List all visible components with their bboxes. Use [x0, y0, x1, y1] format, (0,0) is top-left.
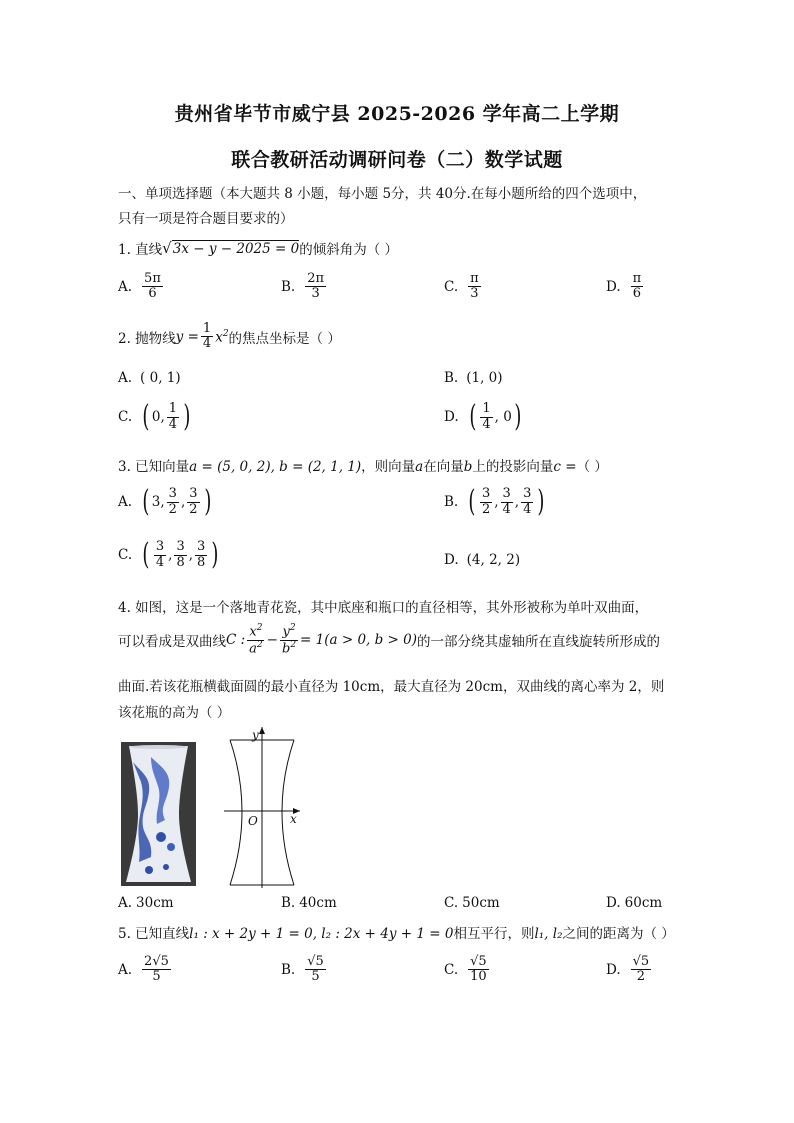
q3-text: 上的投影向量 [472, 459, 554, 475]
question-4-line2 [118, 624, 660, 656]
q4-equation: = 1(a > 0, b > 0) [300, 632, 418, 649]
vase-image [121, 742, 196, 886]
option-label: C. [118, 547, 133, 563]
right-paren-icon: ) [514, 399, 522, 434]
option-label: B. [281, 961, 296, 978]
denominator: 4 [202, 336, 212, 352]
denominator: 4 [523, 501, 532, 517]
option-label: A. [118, 278, 133, 295]
q3-option-c[interactable] [118, 537, 221, 572]
q1-option-c[interactable] [444, 272, 483, 302]
q5-lines: l₁, l₂ [534, 926, 563, 942]
q3-text: ，则向量 [361, 459, 416, 475]
fraction [631, 955, 652, 985]
minus-sign: − [266, 632, 278, 649]
q3-vector-b: b [463, 459, 473, 475]
q5-expression: l₁ : x + 2y + 1 = 0, l₂ : 2x + 4y + 1 = 0 [189, 926, 454, 942]
option-text: (4, 2, 2) [466, 552, 521, 568]
left-paren-icon: ( [142, 484, 150, 519]
section-heading-line2: 只有一项是符合题目要求的） [118, 211, 294, 227]
q1-expression [162, 239, 299, 257]
comma: , [188, 547, 194, 563]
numerator: 3 [481, 486, 491, 502]
numerator: $x^2$ [249, 623, 263, 640]
numerator: 5π [144, 271, 161, 286]
option-text: (1, 0) [466, 370, 503, 386]
comma: , [514, 494, 520, 510]
denominator: 3 [311, 286, 320, 302]
q2-option-c[interactable] [118, 399, 193, 434]
q4-text: 可以看成是双曲线 [118, 634, 226, 651]
q2-x: $x^2$ [215, 328, 229, 346]
fraction [142, 955, 171, 985]
q2-option-a[interactable] [118, 370, 181, 386]
fraction [305, 272, 326, 302]
question-5-stem [118, 922, 675, 942]
numerator: 3 [155, 539, 165, 555]
q5-option-d[interactable] [606, 955, 653, 985]
denominator: 10 [470, 969, 487, 985]
option-label: B. [281, 895, 296, 911]
question-4-line1: 4. 如图，这是一个落地青花瓷，其中底座和瓶口的直径相等，其外形被称为单叶双曲面， [118, 600, 649, 616]
numerator: √5 [307, 954, 324, 969]
section-heading-line1: 一、单项选择题（本大题共 8 小题，每小题 5分，共 40分.在每小题所给的四个选项中， [118, 186, 647, 202]
q4-option-a[interactable] [118, 895, 174, 911]
fraction [201, 322, 213, 352]
right-paren-icon: ) [183, 399, 191, 434]
fraction [187, 487, 199, 517]
q3-vectors: a = (5, 0, 2), b = (2, 1, 1) [189, 459, 362, 475]
option-text: 30cm [136, 895, 174, 911]
fraction [280, 624, 298, 656]
option-text: ( 0, 1) [140, 370, 181, 386]
comma: , [180, 494, 186, 510]
denominator: 4 [168, 416, 178, 432]
right-paren-icon: ) [203, 484, 211, 519]
q1-prefix: 1. 直线 [118, 242, 163, 258]
q5-option-a[interactable] [118, 955, 173, 985]
option-label: B. [444, 370, 459, 386]
option-label: D. [444, 409, 459, 425]
y-axis-label: y [252, 728, 259, 742]
option-label: A. [118, 961, 133, 978]
denominator: 2 [481, 501, 491, 517]
numerator: 3 [168, 486, 177, 502]
fraction [480, 402, 492, 432]
q3-vector-c: c = [553, 459, 577, 475]
numerator: 1 [168, 401, 178, 417]
question-4-line3: 曲面.若该花瓶横截面圆的最小直径为 10cm，最大直径为 20cm，双曲线的离心率为 2，则 [118, 679, 665, 695]
q5-prefix: 5. 已知直线 [118, 926, 190, 942]
right-paren-icon: ) [211, 537, 219, 572]
option-text: 3, [151, 494, 165, 510]
option-label: D. [444, 552, 459, 568]
q1-expr-text: 3x − y − 2025 = 0 [172, 241, 300, 257]
option-text: 40cm [299, 895, 337, 911]
numerator: 3 [523, 486, 532, 502]
q3-vector-a: a [415, 459, 424, 475]
option-label: D. [606, 895, 621, 911]
option-label: C. [444, 961, 459, 978]
q2-option-b[interactable] [444, 370, 503, 386]
fraction [167, 402, 179, 432]
numerator: π [470, 271, 479, 286]
numerator: π [632, 271, 642, 286]
fraction [631, 272, 644, 302]
denominator: 4 [155, 554, 165, 570]
fraction [305, 955, 326, 985]
q2-option-d[interactable] [444, 399, 524, 434]
option-label: D. [606, 278, 621, 295]
q2-y: y = [175, 328, 199, 345]
denominator: 6 [148, 286, 157, 302]
denominator: 2 [168, 501, 177, 517]
fraction [247, 624, 265, 656]
q5-text: 相互平行，则 [453, 926, 535, 942]
fraction [154, 540, 166, 570]
option-text: , 0 [494, 409, 512, 425]
fraction [468, 272, 481, 302]
option-text: 0, [151, 409, 165, 425]
q1-option-d[interactable] [606, 272, 645, 302]
numerator: √5 [632, 954, 650, 969]
sqrt-icon: √ [162, 239, 172, 257]
numerator: 3 [502, 486, 511, 502]
denominator: $a^2$ [249, 639, 263, 656]
q5-option-c[interactable] [444, 955, 491, 985]
q3-prefix: 3. 已知向量 [118, 459, 190, 475]
hyperbola-diagram [212, 725, 317, 888]
left-paren-icon: ( [468, 399, 477, 434]
fraction [174, 540, 186, 570]
q3-text: 在向量 [423, 459, 464, 475]
q3-option-d[interactable] [444, 552, 520, 568]
q1-option-a[interactable] [118, 272, 165, 302]
denominator: 8 [197, 554, 206, 570]
option-label: B. [281, 278, 296, 295]
left-paren-icon: ( [468, 484, 476, 519]
q3-suffix: （ ） [576, 459, 608, 475]
comma: , [168, 547, 173, 563]
fraction [468, 955, 489, 985]
fraction [480, 487, 492, 517]
q3-option-a[interactable] [118, 484, 213, 519]
question-1-stem [118, 238, 398, 258]
y-axis-arrow-icon [259, 727, 265, 734]
denominator: 2 [636, 969, 646, 985]
numerator: 1 [482, 401, 491, 417]
q2-x-base: x [215, 329, 223, 346]
denominator: 4 [502, 501, 511, 517]
x-axis-label: x [290, 812, 297, 826]
question-2-stem [118, 322, 341, 352]
page-title-line1: 贵州省毕节市威宁县 2025-2026 学年高二上学期 [174, 103, 620, 125]
left-branch [230, 740, 242, 885]
denominator: 5 [311, 969, 320, 985]
fraction [521, 487, 533, 517]
numerator: 3 [189, 486, 198, 502]
origin-label: O [248, 814, 258, 828]
denominator: 3 [470, 286, 479, 302]
fraction [501, 487, 513, 517]
option-label: C. [118, 409, 133, 425]
denominator: 6 [632, 286, 642, 302]
option-label: C. [444, 278, 459, 295]
q4-option-b[interactable] [281, 895, 337, 911]
option-label: C. [444, 895, 459, 911]
q4-text: 的一部分绕其虚轴所在直线旋转所形成的 [417, 634, 661, 651]
fraction [195, 540, 207, 570]
fraction [142, 272, 163, 302]
numerator: $y^2$ [282, 623, 296, 640]
option-label: A. [118, 494, 133, 510]
denominator: 2 [189, 501, 198, 517]
right-paren-icon: ) [537, 484, 545, 519]
option-label: A. [118, 895, 133, 911]
option-text: 60cm [624, 895, 663, 911]
q4-curve-name: C : [226, 632, 246, 649]
numerator: 3 [197, 539, 206, 555]
fraction [167, 487, 179, 517]
denominator: 8 [176, 554, 185, 570]
q3-option-b[interactable] [444, 484, 547, 519]
question-4-line4: 该花瓶的高为（ ） [118, 705, 231, 721]
option-text: 50cm [462, 895, 500, 911]
option-label: D. [606, 961, 621, 978]
numerator: 1 [202, 321, 212, 336]
q2-suffix: 的焦点坐标是（ ） [228, 330, 341, 347]
numerator: 3 [176, 539, 185, 555]
numerator: 2π [307, 271, 325, 286]
question-3-stem [118, 455, 608, 475]
numerator: √5 [470, 954, 487, 969]
option-label: A. [118, 370, 133, 386]
left-paren-icon: ( [142, 537, 150, 572]
q4-option-d[interactable] [606, 895, 662, 911]
q5-suffix: 之间的距离为（ ） [562, 926, 675, 942]
q1-suffix: 的倾斜角为（ ） [299, 242, 398, 258]
q5-option-b[interactable] [281, 955, 328, 985]
page-title-line2: 联合教研活动调研问卷（二）数学试题 [231, 149, 563, 171]
q2-prefix: 2. 抛物线 [118, 330, 176, 347]
denominator: 5 [152, 969, 161, 985]
numerator: 2√5 [144, 954, 169, 969]
denominator: 4 [482, 416, 491, 432]
option-label: B. [444, 494, 459, 510]
denominator: $b^2$ [281, 639, 297, 656]
left-paren-icon: ( [142, 399, 150, 434]
q1-option-b[interactable] [281, 272, 328, 302]
q4-option-c[interactable] [444, 895, 500, 911]
comma: , [494, 494, 499, 510]
